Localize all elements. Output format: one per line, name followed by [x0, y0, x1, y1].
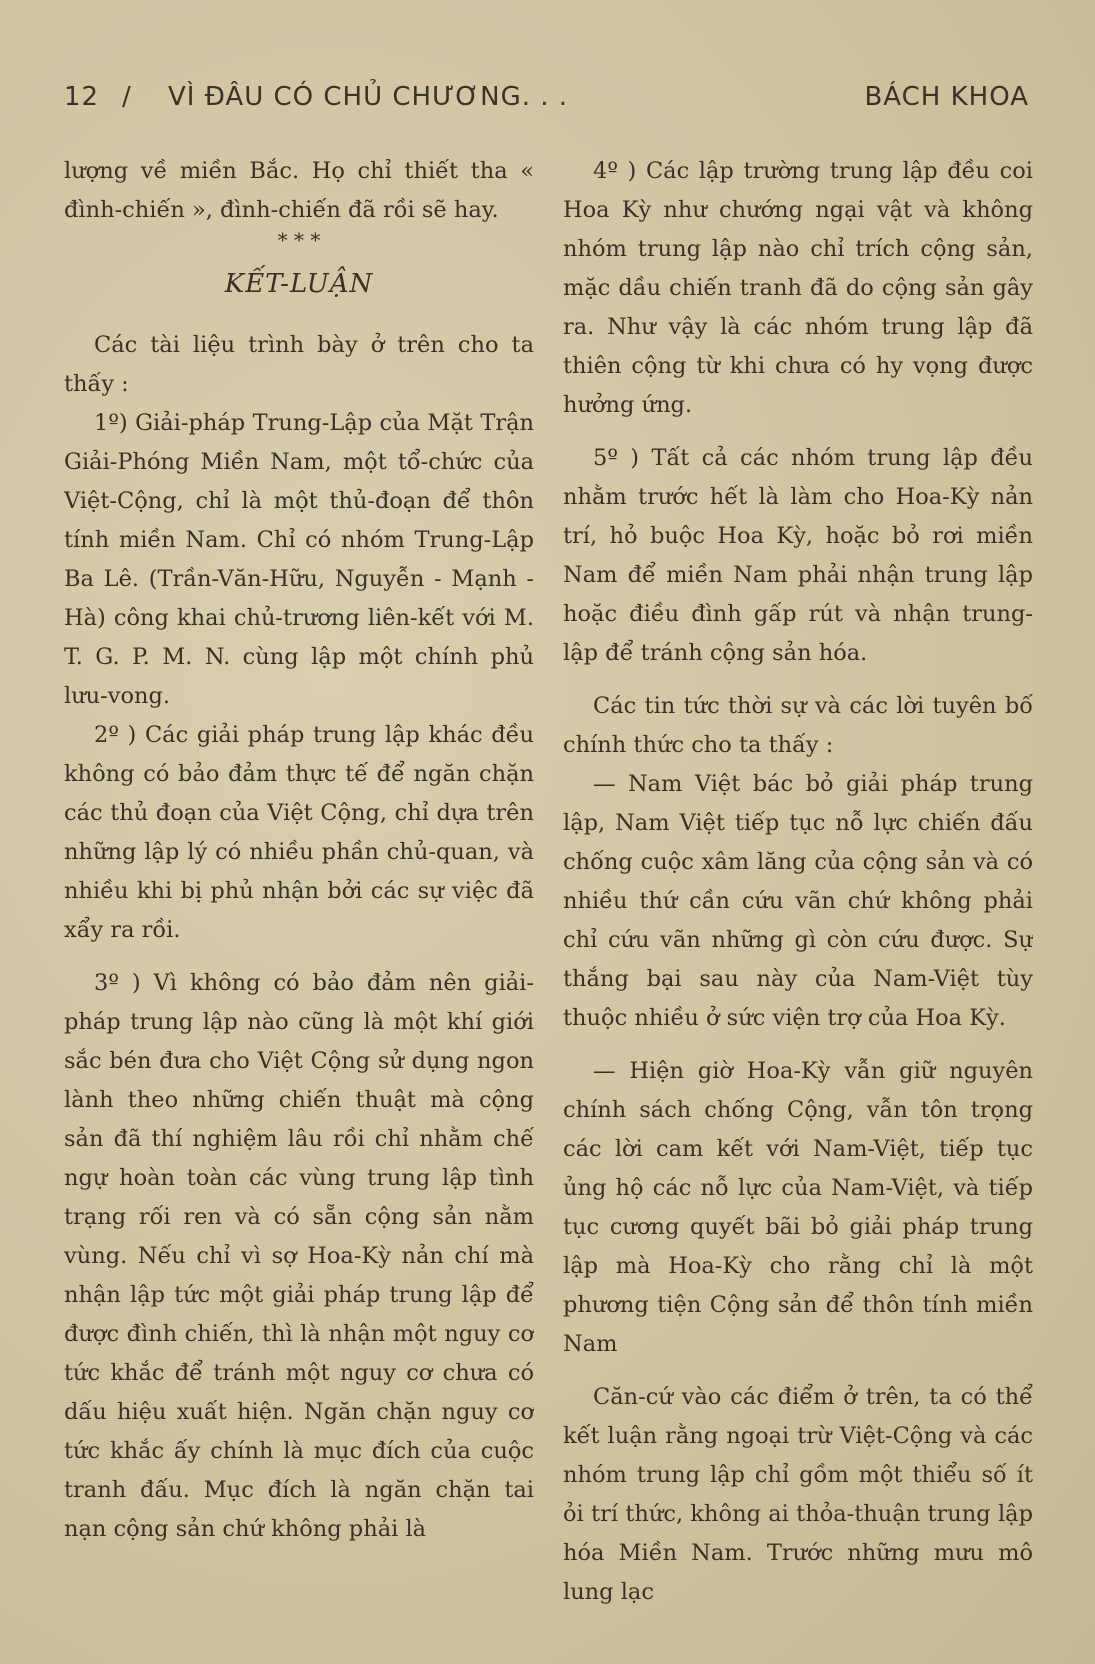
paragraph: — Nam Việt bác bỏ giải pháp trung lập, Nam Việt tiếp tục nỗ lực chiến đấu chống cuộc xâm lăng của cộng sản và có nhiều thứ cần cứu vãn chứ không phải chỉ cứu vãn những gì còn cứu được. Sự thắng bại sau này của Nam-Việt tùy thuộc nhiều ở sức viện trợ của Hoa Kỳ.: [563, 771, 1033, 1031]
intro-paragraph: lượng về miền Bắc. Họ chỉ thiết tha « đình-chiến », đình-chiến đã rồi sẽ hay.: [64, 158, 534, 223]
left-column: [64, 152, 534, 1664]
page-header: [64, 82, 1029, 122]
paragraph-point-5: 5º ) Tất cả các nhóm trung lập đều nhằm trước hết là làm cho Hoa-Kỳ nản trí, hỏ buộc Hoa Kỳ, hoặc bỏ rơi miền Nam để miền Nam phải nhận trung lập hoặc điều đình gấp rút và nhận trung-lập để tránh cộng sản hóa.: [563, 445, 1033, 666]
header-separator: /: [122, 82, 132, 112]
paragraph: Căn-cứ vào các điểm ở trên, ta có thể kết luận rằng ngoại trừ Việt-Cộng và các nhóm trung lập chỉ gồm một thiểu số ít ỏi trí thức, không ai thỏa-thuận trung lập hóa Miền Nam. Trước những mưu mô lung lạc: [563, 1384, 1033, 1605]
magazine-name: BÁCH KHOA: [864, 82, 1029, 112]
right-column: [563, 152, 1033, 1664]
section-heading: KẾT-LUẬN: [224, 269, 374, 299]
paragraph-point-1: 1º) Giải-pháp Trung-Lập của Mặt Trận Giải-Phóng Miền Nam, một tổ-chức của Việt-Cộng, chỉ là một thủ-đoạn để thôn tính miền Nam. Chỉ có nhóm Trung-Lập Ba Lê. (Trần-Văn-Hữu, Nguyễn - Mạnh - Hà) công khai chủ-trương liên-kết với M. T. G. P. M. N. cùng lập một chính phủ lưu-vong.: [64, 410, 534, 709]
paragraph: — Hiện giờ Hoa-Kỳ vẫn giữ nguyên chính sách chống Cộng, vẫn tôn trọng các lời cam kết với Nam-Việt, tiếp tục ủng hộ các nỗ lực của Nam-Việt, và tiếp tục cương quyết bãi bỏ giải pháp trung lập mà Hoa-Kỳ cho rằng chỉ là một phương tiện Cộng sản để thôn tính miền Nam: [563, 1058, 1033, 1357]
section-stars: * * *: [277, 228, 321, 252]
paragraph: Các tin tức thời sự và các lời tuyên bố chính thức cho ta thấy :: [563, 693, 1033, 758]
paragraph: Các tài liệu trình bày ở trên cho ta thấy :: [64, 332, 534, 397]
paragraph-point-2: 2º ) Các giải pháp trung lập khác đều không có bảo đảm thực tế để ngăn chặn các thủ đoạn của Việt Cộng, chỉ dựa trên những lập lý có nhiều phần chủ-quan, và nhiều khi bị phủ nhận bởi các sự việc đã xẩy ra rồi.: [64, 722, 534, 943]
paragraph-point-4: 4º ) Các lập trường trung lập đều coi Hoa Kỳ như chướng ngại vật và không nhóm trung lập nào chỉ trích cộng sản, mặc dầu chiến tranh đã do cộng sản gây ra. Như vậy là các nhóm trung lập đã thiên cộng từ khi chưa có hy vọng được hưởng ứng.: [563, 158, 1033, 418]
paragraph-point-3: 3º ) Vì không có bảo đảm nên giải-pháp trung lập nào cũng là một khí giới sắc bén đưa cho Việt Cộng sử dụng ngon lành theo những chiến thuật mà cộng sản đã thí nghiệm lâu rồi chỉ nhằm chế ngự hoàn toàn các vùng trung lập tình trạng rối ren và có sẵn cộng sản nằm vùng. Nếu chỉ vì sợ Hoa-Kỳ nản chí mà nhận lập tức một giải pháp trung lập để được đình chiến, thì là nhận một nguy cơ tức khắc để tránh một nguy cơ chưa có dấu hiệu xuất hiện. Ngăn chặn nguy cơ tức khắc ấy chính là mục đích của cuộc tranh đấu. Mục đích là ngăn chặn tai nạn cộng sản chứ không phải là: [64, 970, 534, 1542]
running-article-title: VÌ ĐÂU CÓ CHỦ CHƯƠNG. . .: [168, 82, 569, 112]
page-number: 12: [64, 82, 100, 112]
